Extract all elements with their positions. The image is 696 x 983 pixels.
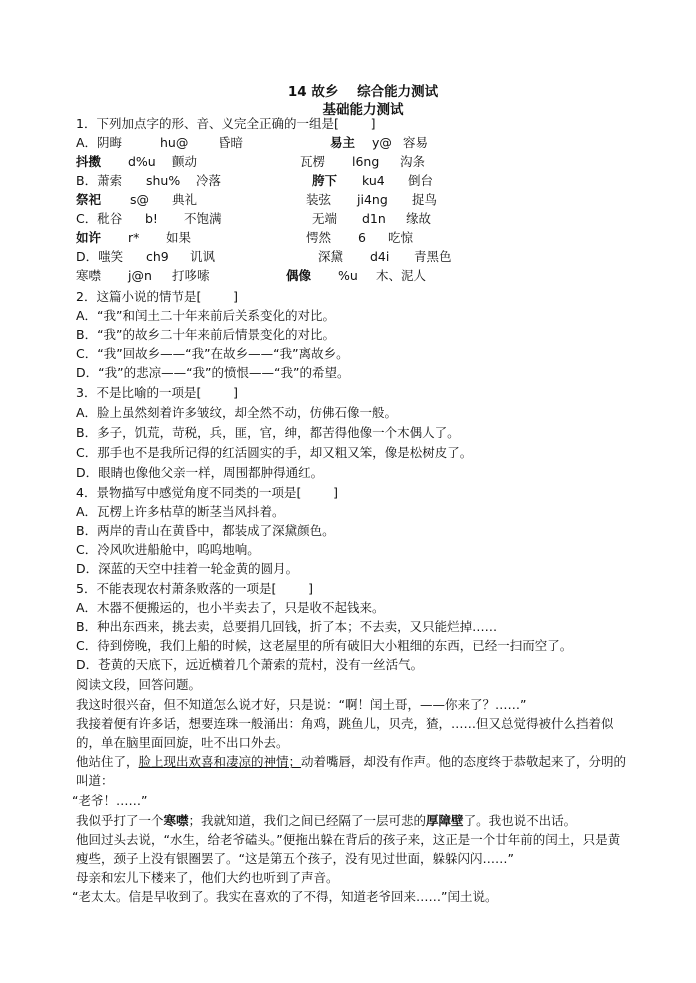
q2-stem: 2．这篇小说的情节是[ ]	[76, 289, 238, 304]
q1-cell: 讥讽	[190, 249, 216, 264]
q1-cell: ch9	[146, 249, 169, 264]
q3-option-b: B．多子，饥荒，苛税，兵，匪，官，绅，都苦得他像一个木偶人了。	[76, 425, 460, 440]
q1-cell: 装弦	[306, 192, 332, 207]
q1-cell: A．阴晦	[76, 135, 123, 150]
q1-cell: j@n	[128, 268, 152, 283]
q1-cell: 吃惊	[388, 230, 414, 245]
reading-paragraph-6: 他回过头去说，“水生，给老爷磕头。”便拖出躲在背后的孩子来，这正是一个廿年前的闰土，只是黄瘦些，颈子上没有银圈罢了。“这是第五个孩子，没有见过世面，躲躲闪闪……”	[76, 832, 621, 866]
q1-cell: 沟条	[400, 154, 426, 169]
q3-option-a: A．脸上虽然刻着许多皱纹，却全然不动，仿佛石像一般。	[76, 405, 398, 420]
q1-cell: shu%	[146, 173, 181, 188]
q5-option-a: A．木器不便搬运的，也小半卖去了，只是收不起钱来。	[76, 600, 385, 615]
reading-paragraph-7: 母亲和宏儿下楼来了，他们大约也听到了声音。	[76, 870, 339, 885]
q1-cell: 容易	[403, 135, 429, 150]
q2-option-c: C．“我”回故乡——“我”在故乡——“我”离故乡。	[76, 346, 349, 361]
reading-p3-underlined: 脸上现出欢喜和凄凉的神情；	[138, 754, 302, 769]
q1-cell: 昏暗	[218, 135, 244, 150]
q3-option-d: D．眼睛也像他父亲一样，周围都肿得通红。	[76, 465, 324, 480]
q5-option-c: C．待到傍晚，我们上船的时候，这老屋里的所有破旧大小粗细的东西，已经一扫而空了。	[76, 638, 573, 653]
q1-cell: 愕然	[306, 230, 332, 245]
q1-cell: 颤动	[172, 154, 198, 169]
q1-cell: hu@	[160, 135, 189, 150]
q1-cell: 胯下	[312, 173, 338, 188]
reading-paragraph-2: 我接着便有许多话，想要连珠一般涌出：角鸡，跳鱼儿，贝壳，猹，……但又总觉得被什么挡着似的，单在脑里面回旋，吐不出口外去。	[76, 716, 614, 750]
q1-cell: 倒台	[408, 173, 434, 188]
q1-cell: 瓦楞	[300, 154, 326, 169]
q1-cell: d%u	[128, 154, 156, 169]
reading-p3-text: 他站住了，	[76, 754, 139, 769]
q1-cell: 不饱满	[184, 211, 222, 226]
q1-cell: 易主	[330, 135, 356, 150]
q1-cell: 深黛	[318, 249, 344, 264]
q4-option-a: A．瓦楞上许多枯草的断茎当风抖着。	[76, 504, 285, 519]
reading-paragraph-4: “老爷！……”	[72, 793, 148, 808]
q1-cell: d4i	[370, 249, 390, 264]
q1-cell: %u	[338, 268, 358, 283]
q1-cell: ku4	[362, 173, 385, 188]
q1-cell: 如果	[166, 230, 192, 245]
q1-cell: B．萧索	[76, 173, 123, 188]
q1-cell: 打哆嗦	[172, 268, 210, 283]
q1-cell: 偶像	[286, 268, 312, 283]
q2-option-a: A．“我”和闰土二十年来前后关系变化的对比。	[76, 308, 336, 323]
q4-option-d: D．深蓝的天空中挂着一轮金黄的圆月。	[76, 561, 299, 576]
reading-paragraph-8: “老太太。信是早收到了。我实在喜欢的了不得，知道老爷回来……”闰土说。	[72, 889, 498, 904]
q1-stem: 1．下列加点字的形、音、义完全正确的一组是[ ]	[76, 116, 376, 131]
reading-p5-bold: 厚障壁	[426, 813, 464, 828]
document-title: 14 故乡 综合能力测试	[287, 84, 439, 100]
document-subtitle: 基础能力测试	[322, 102, 404, 118]
q1-cell: ji4ng	[357, 192, 388, 207]
reading-p5-text: ；我就知道，我们之间已经隔了一层可悲的	[188, 813, 427, 828]
reading-p5-text: 我似乎打了一个	[76, 813, 164, 828]
reading-intro: 阅读文段，回答问题。	[76, 677, 202, 692]
reading-p5-text: 了。我也说不出话。	[463, 813, 577, 828]
q1-cell: y@	[372, 135, 392, 150]
reading-paragraph-3	[76, 752, 632, 790]
q1-cell: 冷落	[196, 173, 222, 188]
q1-cell: r*	[128, 230, 140, 245]
q4-option-b: B．两岸的青山在黄昏中，都装成了深黛颜色。	[76, 523, 335, 538]
q1-cell: 捉鸟	[412, 192, 438, 207]
q3-option-c: C．那手也不是我所记得的红活圆实的手，却又粗又笨，像是松树皮了。	[76, 445, 473, 460]
q1-cell: 寒噤	[76, 268, 102, 283]
q1-cell: l6ng	[352, 154, 380, 169]
q1-cell: 6	[358, 230, 366, 245]
q1-cell: D．嗤笑	[76, 249, 124, 264]
q1-cell: s@	[130, 192, 150, 207]
q5-stem: 5．不能表现农村萧条败落的一项是[ ]	[76, 581, 313, 596]
q1-cell: 祭祀	[76, 192, 102, 207]
reading-p3-text: 动着嘴唇，却没有作声。他的态度终于恭敬起来了，分明的叫道：	[76, 754, 627, 788]
q1-cell: 抖擞	[76, 154, 102, 169]
reading-paragraph-1: 我这时很兴奋，但不知道怎么说才好，只是说：“啊！闰土哥，——你来了？……”	[76, 697, 527, 712]
reading-p5-bold: 寒噤	[163, 813, 189, 828]
q1-cell: b!	[145, 211, 158, 226]
q5-option-d: D．苍黄的天底下，远近横着几个萧索的荒村，没有一丝活气。	[76, 657, 424, 672]
q4-option-c: C．冷风吹进船舱中，呜呜地响。	[76, 542, 260, 557]
q3-stem: 3．不是比喻的一项是[ ]	[76, 385, 238, 400]
q5-option-b: B．种出东西来，挑去卖，总要捐几回钱，折了本；不去卖，又只能烂掉……	[76, 619, 498, 634]
q1-cell: d1n	[362, 211, 386, 226]
q1-cell: 木、泥人	[376, 268, 427, 283]
reading-paragraph-5	[76, 811, 632, 830]
q1-cell: C．秕谷	[76, 211, 123, 226]
q1-cell: 典礼	[172, 192, 198, 207]
q1-cell: 如许	[76, 230, 102, 245]
q1-cell: 缘故	[406, 211, 432, 226]
q2-option-d: D．“我”的悲凉——“我”的愤恨——“我”的希望。	[76, 365, 350, 380]
q2-option-b: B．“我”的故乡二十年来前后情景变化的对比。	[76, 327, 336, 342]
q1-cell: 青黑色	[414, 249, 452, 264]
q1-cell: 无端	[312, 211, 338, 226]
q4-stem: 4．景物描写中感觉角度不同类的一项是[ ]	[76, 485, 338, 500]
